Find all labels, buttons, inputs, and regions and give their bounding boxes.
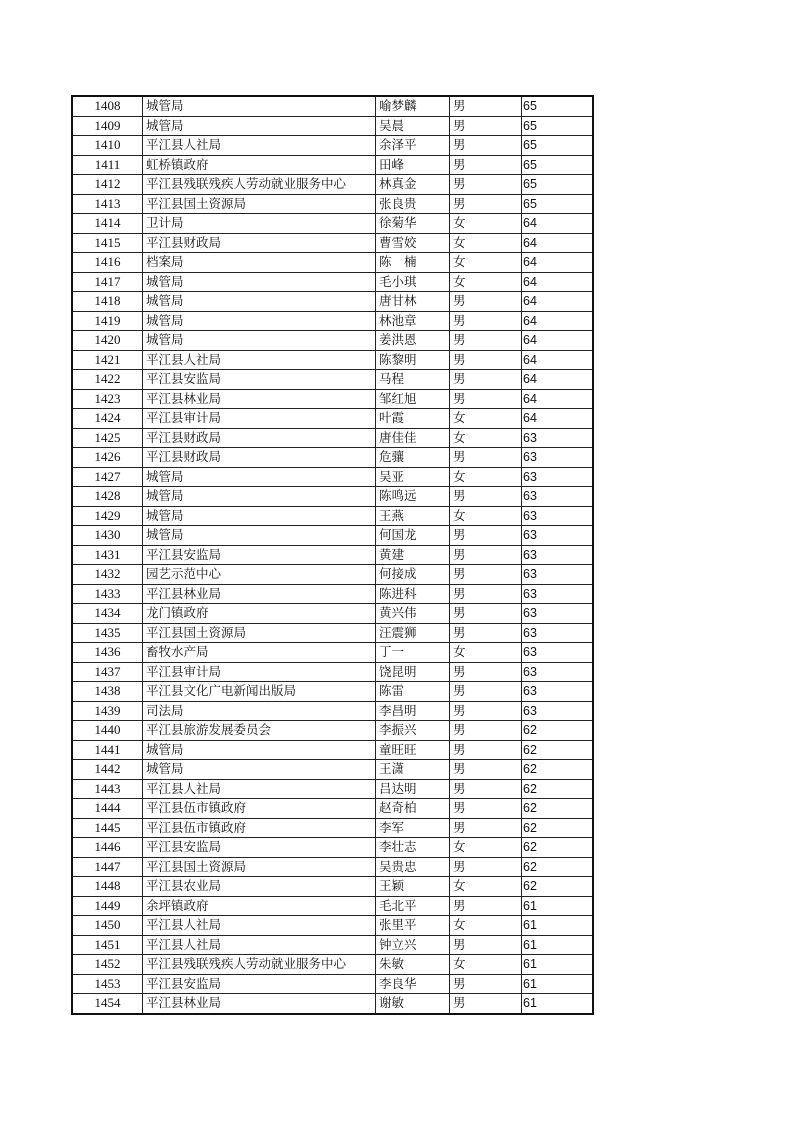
table-row: [72, 604, 593, 624]
cell-score: 63: [522, 584, 594, 604]
cell-gender: 男: [450, 857, 522, 877]
cell-score: 64: [522, 272, 594, 292]
table-row: [72, 857, 593, 877]
table-row: [72, 643, 593, 663]
table-row: [72, 214, 593, 234]
table-row: [72, 506, 593, 526]
cell-number: 1420: [72, 331, 143, 351]
cell-unit: 城管局: [143, 506, 376, 526]
cell-name: 赵奇柏: [376, 799, 450, 819]
cell-gender: 男: [450, 604, 522, 624]
cell-score: 64: [522, 311, 594, 331]
cell-gender: 男: [450, 311, 522, 331]
cell-gender: 男: [450, 116, 522, 136]
table-row: [72, 662, 593, 682]
table-row: [72, 994, 593, 1014]
cell-number: 1435: [72, 623, 143, 643]
cell-unit: 平江县国土资源局: [143, 194, 376, 214]
cell-name: 吴贵忠: [376, 857, 450, 877]
cell-name: 危骧: [376, 448, 450, 468]
cell-gender: 女: [450, 955, 522, 975]
cell-gender: 男: [450, 584, 522, 604]
cell-number: 1433: [72, 584, 143, 604]
cell-number: 1437: [72, 662, 143, 682]
cell-score: 63: [522, 487, 594, 507]
table-row: [72, 896, 593, 916]
table-row: [72, 448, 593, 468]
cell-name: 李振兴: [376, 721, 450, 741]
cell-unit: 平江县残联残疾人劳动就业服务中心: [143, 955, 376, 975]
cell-name: 汪震狮: [376, 623, 450, 643]
cell-unit: 城管局: [143, 292, 376, 312]
cell-gender: 男: [450, 760, 522, 780]
cell-name: 朱敏: [376, 955, 450, 975]
cell-name: 喻梦麟: [376, 96, 450, 116]
cell-name: 叶霞: [376, 409, 450, 429]
table-row: [72, 701, 593, 721]
cell-gender: 男: [450, 740, 522, 760]
cell-score: 63: [522, 506, 594, 526]
cell-number: 1425: [72, 428, 143, 448]
cell-number: 1411: [72, 155, 143, 175]
cell-score: 63: [522, 682, 594, 702]
cell-name: 何接成: [376, 565, 450, 585]
table-row: [72, 194, 593, 214]
cell-unit: 平江县安监局: [143, 838, 376, 858]
cell-score: 63: [522, 623, 594, 643]
table-row: [72, 565, 593, 585]
cell-score: 63: [522, 526, 594, 546]
cell-unit: 平江县财政局: [143, 428, 376, 448]
table-row: [72, 487, 593, 507]
table-row: [72, 96, 593, 116]
cell-name: 陈黎明: [376, 350, 450, 370]
cell-number: 1444: [72, 799, 143, 819]
cell-number: 1427: [72, 467, 143, 487]
cell-number: 1421: [72, 350, 143, 370]
cell-score: 62: [522, 721, 594, 741]
cell-number: 1428: [72, 487, 143, 507]
table-row: [72, 740, 593, 760]
cell-gender: 男: [450, 175, 522, 195]
cell-unit: 档案局: [143, 253, 376, 273]
table-row: [72, 799, 593, 819]
table-row: [72, 682, 593, 702]
cell-gender: 女: [450, 916, 522, 936]
cell-unit: 平江县审计局: [143, 662, 376, 682]
cell-name: 李军: [376, 818, 450, 838]
cell-unit: 余坪镇政府: [143, 896, 376, 916]
cell-name: 陈进科: [376, 584, 450, 604]
cell-name: 唐佳佳: [376, 428, 450, 448]
cell-score: 62: [522, 760, 594, 780]
cell-score: 64: [522, 350, 594, 370]
cell-gender: 女: [450, 467, 522, 487]
table-row: [72, 253, 593, 273]
cell-score: 64: [522, 214, 594, 234]
table-row: [72, 428, 593, 448]
cell-name: 王燕: [376, 506, 450, 526]
cell-name: 张里平: [376, 916, 450, 936]
cell-name: 毛小琪: [376, 272, 450, 292]
cell-name: 吴亚: [376, 467, 450, 487]
cell-unit: 城管局: [143, 311, 376, 331]
cell-gender: 男: [450, 701, 522, 721]
cell-gender: 女: [450, 506, 522, 526]
cell-unit: 平江县残联残疾人劳动就业服务中心: [143, 175, 376, 195]
cell-number: 1424: [72, 409, 143, 429]
cell-number: 1413: [72, 194, 143, 214]
cell-name: 毛北平: [376, 896, 450, 916]
cell-gender: 男: [450, 331, 522, 351]
cell-score: 63: [522, 604, 594, 624]
cell-score: 63: [522, 701, 594, 721]
cell-number: 1453: [72, 974, 143, 994]
cell-number: 1451: [72, 935, 143, 955]
cell-score: 65: [522, 175, 594, 195]
cell-gender: 男: [450, 721, 522, 741]
table-row: [72, 721, 593, 741]
cell-score: 65: [522, 155, 594, 175]
cell-unit: 城管局: [143, 272, 376, 292]
cell-unit: 城管局: [143, 526, 376, 546]
cell-number: 1430: [72, 526, 143, 546]
cell-unit: 城管局: [143, 331, 376, 351]
cell-name: 童旺旺: [376, 740, 450, 760]
table-row: [72, 331, 593, 351]
cell-name: 曹雪姣: [376, 233, 450, 253]
cell-score: 62: [522, 857, 594, 877]
cell-number: 1432: [72, 565, 143, 585]
cell-unit: 平江县国土资源局: [143, 623, 376, 643]
cell-number: 1446: [72, 838, 143, 858]
cell-unit: 园艺示范中心: [143, 565, 376, 585]
cell-score: 63: [522, 662, 594, 682]
cell-name: 李壮志: [376, 838, 450, 858]
cell-gender: 女: [450, 643, 522, 663]
cell-number: 1449: [72, 896, 143, 916]
cell-name: 黄建: [376, 545, 450, 565]
cell-score: 61: [522, 974, 594, 994]
cell-score: 64: [522, 292, 594, 312]
cell-number: 1409: [72, 116, 143, 136]
cell-unit: 平江县林业局: [143, 584, 376, 604]
table-row: [72, 233, 593, 253]
cell-number: 1452: [72, 955, 143, 975]
cell-score: 64: [522, 370, 594, 390]
cell-unit: 平江县文化广电新闻出版局: [143, 682, 376, 702]
cell-name: 钟立兴: [376, 935, 450, 955]
cell-gender: 男: [450, 994, 522, 1014]
cell-unit: 畜牧水产局: [143, 643, 376, 663]
cell-unit: 龙门镇政府: [143, 604, 376, 624]
cell-score: 62: [522, 838, 594, 858]
cell-gender: 男: [450, 818, 522, 838]
cell-gender: 女: [450, 214, 522, 234]
cell-gender: 女: [450, 253, 522, 273]
cell-unit: 平江县旅游发展委员会: [143, 721, 376, 741]
cell-gender: 男: [450, 682, 522, 702]
cell-unit: 平江县安监局: [143, 370, 376, 390]
cell-name: 饶昆明: [376, 662, 450, 682]
cell-gender: 女: [450, 409, 522, 429]
cell-score: 61: [522, 955, 594, 975]
table-row: [72, 311, 593, 331]
cell-score: 65: [522, 136, 594, 156]
cell-name: 李昌明: [376, 701, 450, 721]
cell-score: 61: [522, 935, 594, 955]
cell-unit: 虹桥镇政府: [143, 155, 376, 175]
cell-number: 1445: [72, 818, 143, 838]
cell-gender: 男: [450, 526, 522, 546]
cell-score: 64: [522, 233, 594, 253]
cell-number: 1412: [72, 175, 143, 195]
cell-gender: 男: [450, 448, 522, 468]
cell-unit: 城管局: [143, 740, 376, 760]
cell-unit: 卫计局: [143, 214, 376, 234]
cell-name: 陈鸣远: [376, 487, 450, 507]
table-row: [72, 760, 593, 780]
cell-unit: 平江县人社局: [143, 350, 376, 370]
cell-gender: 男: [450, 565, 522, 585]
cell-score: 65: [522, 96, 594, 116]
cell-gender: 男: [450, 389, 522, 409]
cell-number: 1423: [72, 389, 143, 409]
table-row: [72, 838, 593, 858]
cell-number: 1450: [72, 916, 143, 936]
cell-name: 马程: [376, 370, 450, 390]
cell-number: 1417: [72, 272, 143, 292]
table-row: [72, 370, 593, 390]
cell-score: 62: [522, 877, 594, 897]
table-row: [72, 955, 593, 975]
cell-unit: 平江县伍市镇政府: [143, 818, 376, 838]
cell-gender: 男: [450, 136, 522, 156]
cell-score: 64: [522, 253, 594, 273]
cell-score: 62: [522, 799, 594, 819]
cell-unit: 平江县人社局: [143, 779, 376, 799]
cell-name: 林真金: [376, 175, 450, 195]
cell-name: 谢敏: [376, 994, 450, 1014]
cell-number: 1415: [72, 233, 143, 253]
cell-unit: 平江县财政局: [143, 233, 376, 253]
cell-gender: 男: [450, 545, 522, 565]
cell-number: 1447: [72, 857, 143, 877]
cell-gender: 男: [450, 487, 522, 507]
cell-name: 黄兴伟: [376, 604, 450, 624]
cell-number: 1441: [72, 740, 143, 760]
cell-gender: 男: [450, 194, 522, 214]
cell-name: 丁一: [376, 643, 450, 663]
table-row: [72, 623, 593, 643]
cell-number: 1429: [72, 506, 143, 526]
cell-unit: 城管局: [143, 487, 376, 507]
cell-name: 田峰: [376, 155, 450, 175]
cell-number: 1419: [72, 311, 143, 331]
cell-gender: 男: [450, 623, 522, 643]
cell-score: 62: [522, 740, 594, 760]
cell-unit: 平江县林业局: [143, 389, 376, 409]
cell-gender: 女: [450, 877, 522, 897]
cell-gender: 男: [450, 350, 522, 370]
table-row: [72, 877, 593, 897]
cell-number: 1442: [72, 760, 143, 780]
cell-gender: 男: [450, 779, 522, 799]
cell-number: 1418: [72, 292, 143, 312]
table-row: [72, 272, 593, 292]
table-row: [72, 779, 593, 799]
cell-gender: 男: [450, 935, 522, 955]
cell-gender: 男: [450, 662, 522, 682]
table-row: [72, 818, 593, 838]
cell-score: 61: [522, 916, 594, 936]
cell-number: 1414: [72, 214, 143, 234]
cell-name: 吴晨: [376, 116, 450, 136]
cell-name: 王颖: [376, 877, 450, 897]
cell-name: 林池章: [376, 311, 450, 331]
table-row: [72, 935, 593, 955]
cell-unit: 城管局: [143, 467, 376, 487]
cell-unit: 平江县安监局: [143, 545, 376, 565]
table-row: [72, 584, 593, 604]
cell-name: 陈雷: [376, 682, 450, 702]
table-row: [72, 409, 593, 429]
cell-unit: 平江县审计局: [143, 409, 376, 429]
cell-number: 1422: [72, 370, 143, 390]
cell-gender: 男: [450, 799, 522, 819]
cell-score: 63: [522, 428, 594, 448]
cell-score: 61: [522, 994, 594, 1014]
cell-score: 62: [522, 818, 594, 838]
cell-unit: 平江县林业局: [143, 994, 376, 1014]
cell-unit: 平江县国土资源局: [143, 857, 376, 877]
cell-gender: 女: [450, 428, 522, 448]
cell-gender: 男: [450, 292, 522, 312]
cell-gender: 男: [450, 96, 522, 116]
table-row: [72, 116, 593, 136]
cell-name: 徐菊华: [376, 214, 450, 234]
cell-score: 64: [522, 409, 594, 429]
table-row: [72, 350, 593, 370]
cell-gender: 男: [450, 370, 522, 390]
table-row: [72, 136, 593, 156]
cell-name: 王潇: [376, 760, 450, 780]
cell-unit: 平江县伍市镇政府: [143, 799, 376, 819]
cell-score: 61: [522, 896, 594, 916]
cell-unit: 司法局: [143, 701, 376, 721]
table-row: [72, 467, 593, 487]
cell-name: 邹红旭: [376, 389, 450, 409]
cell-gender: 女: [450, 272, 522, 292]
cell-unit: 城管局: [143, 760, 376, 780]
table-row: [72, 916, 593, 936]
cell-score: 63: [522, 448, 594, 468]
cell-number: 1448: [72, 877, 143, 897]
cell-number: 1438: [72, 682, 143, 702]
cell-score: 65: [522, 116, 594, 136]
cell-number: 1434: [72, 604, 143, 624]
cell-gender: 女: [450, 233, 522, 253]
table-row: [72, 175, 593, 195]
cell-gender: 男: [450, 974, 522, 994]
table-row: [72, 155, 593, 175]
cell-unit: 平江县人社局: [143, 136, 376, 156]
results-table: [71, 95, 594, 1015]
cell-unit: 城管局: [143, 96, 376, 116]
cell-number: 1426: [72, 448, 143, 468]
table-row: [72, 526, 593, 546]
cell-name: 姜洪恩: [376, 331, 450, 351]
cell-name: 唐甘林: [376, 292, 450, 312]
cell-gender: 男: [450, 896, 522, 916]
cell-gender: 女: [450, 838, 522, 858]
cell-number: 1410: [72, 136, 143, 156]
cell-score: 64: [522, 331, 594, 351]
cell-number: 1443: [72, 779, 143, 799]
results-table-body: [72, 96, 593, 1014]
cell-score: 63: [522, 467, 594, 487]
cell-number: 1416: [72, 253, 143, 273]
table-row: [72, 292, 593, 312]
table-row: [72, 974, 593, 994]
cell-unit: 平江县安监局: [143, 974, 376, 994]
cell-number: 1408: [72, 96, 143, 116]
cell-unit: 平江县人社局: [143, 916, 376, 936]
cell-name: 余泽平: [376, 136, 450, 156]
cell-unit: 城管局: [143, 116, 376, 136]
cell-score: 63: [522, 643, 594, 663]
cell-score: 63: [522, 565, 594, 585]
cell-name: 吕达明: [376, 779, 450, 799]
cell-score: 62: [522, 779, 594, 799]
cell-gender: 男: [450, 155, 522, 175]
table-row: [72, 545, 593, 565]
cell-number: 1436: [72, 643, 143, 663]
cell-number: 1439: [72, 701, 143, 721]
cell-unit: 平江县人社局: [143, 935, 376, 955]
cell-unit: 平江县农业局: [143, 877, 376, 897]
table-row: [72, 389, 593, 409]
cell-score: 64: [522, 389, 594, 409]
cell-number: 1454: [72, 994, 143, 1014]
cell-name: 张良贵: [376, 194, 450, 214]
cell-name: 何国龙: [376, 526, 450, 546]
cell-name: 李良华: [376, 974, 450, 994]
cell-number: 1440: [72, 721, 143, 741]
cell-number: 1431: [72, 545, 143, 565]
cell-score: 65: [522, 194, 594, 214]
cell-name: 陈 楠: [376, 253, 450, 273]
cell-unit: 平江县财政局: [143, 448, 376, 468]
cell-score: 63: [522, 545, 594, 565]
